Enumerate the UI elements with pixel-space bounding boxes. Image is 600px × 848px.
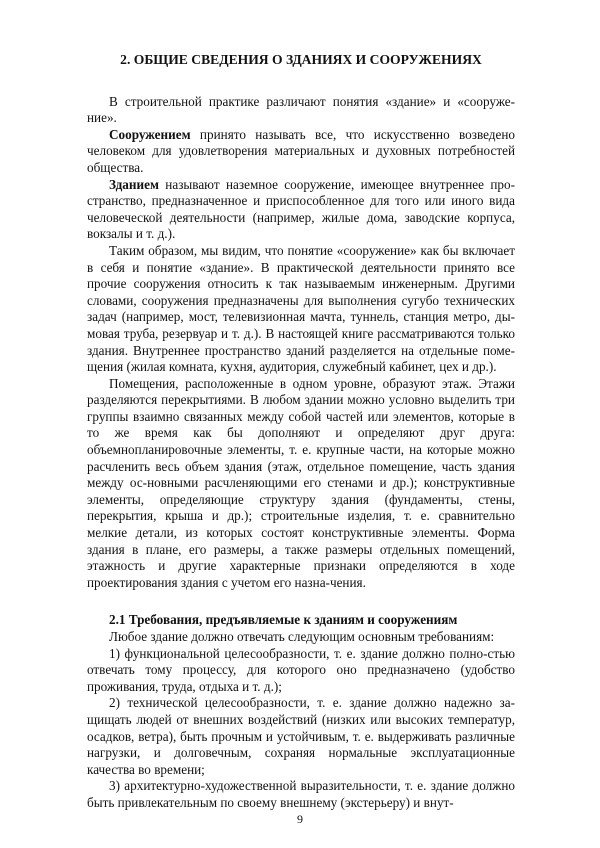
paragraph-5: Помещения, расположенные в одном уровне, образуют этаж. Этажи разделяются перекрытиями. В любом здании можно условно выделить три группы взаимно связанных между собой частей или элементов, которые в то же время как бы дополняют и определяют друг друга: объемнопланировочные элементы, т. е. крупные части, на которые можно расчленить весь объем здания (этаж, отдельное помещение, часть здания между ос-новными расчленяющими его стенами и др.); конструктивные элементы, определяющие структуру здания (фундаменты, стены, перекрытия, крыша и др.); строительные изделия, т. е. сравнительно мелкие детали, из которых состоят конструктивные элементы. Форма здания в плане, его размеры, а также размеры отдельных помещений, этажность и другие характерные признаки определяются в ходе проектирования здания с учетом его назна-чения. <box>87 375 515 590</box>
page-body <box>87 52 515 812</box>
paragraph-2-text: принято называть все, что искусственно возведено человеком для удовлетворения материальных и духовных потребностей общества. <box>87 126 515 175</box>
section-heading: 2. ОБЩИЕ СВЕДЕНИЯ О ЗДАНИЯХ И СООРУЖЕНИЯХ <box>120 52 482 67</box>
paragraph-1: В строительной практике различают понятия «здание» и «сооруже-ние». <box>87 93 515 126</box>
paragraph-6: Любое здание должно отвечать следующим основным требованиям: <box>109 629 495 644</box>
term-structure: Сооружением <box>109 126 191 142</box>
paragraph-2 <box>87 127 515 177</box>
page-number: 9 <box>297 812 303 826</box>
paragraph-4: Таким образом, мы видим, что понятие «сооружение» как бы включает в себя и понятие «здание». В практической деятельности принято все прочие сооружения относить к так называемым инженерным. Другими словами, сооружения предназначены для выполнения сугубо технических задач (например, мост, телевизионная мачта, туннель, станция метро, ды-мовая труба, резервуар и т. д.). В настоящей книге рассматриваются только здания. Внутреннее пространство зданий разделяется на отдельные поме-щения (жилая комната, кухня, аудитория, служебный кабинет, цех и др.). <box>87 242 515 375</box>
paragraph-3 <box>87 177 515 243</box>
list-item-3: 3) архитектурно-художественной выразительности, т. е. здание должно быть привлекательным по своему внешнему (экстерьеру) и внут- <box>87 778 515 810</box>
list-item-2: 2) технической целесообразности, т. е. здание должно надежно за-щищать людей от внешних воздействий (низких или высоких температур, осадков, ветра), быть прочным и устойчивым, т. е. выдерживать различные нагрузки, и долговечным, сохраняя нормальные эксплуатационные качества во времени; <box>87 695 515 777</box>
subsection-heading: 2.1 Требования, предъявляемые к зданиям и сооружениям <box>109 612 458 628</box>
list-item-1: 1) функциональной целесообразности, т. е. здание должно полно-стью отвечать тому процессу, для которого оно предназначено (удобство проживания, труда, отдыха и т. д.); <box>87 645 515 694</box>
term-building: Зданием <box>109 176 159 192</box>
paragraph-3-text: называют наземное сооружение, имеющее внутреннее про-странство, предназначенное и приспособленное для того или иного вида человеческой деятельности (например, жилые дома, заводские корпуса, вокзалы и т. д.). <box>87 176 515 242</box>
